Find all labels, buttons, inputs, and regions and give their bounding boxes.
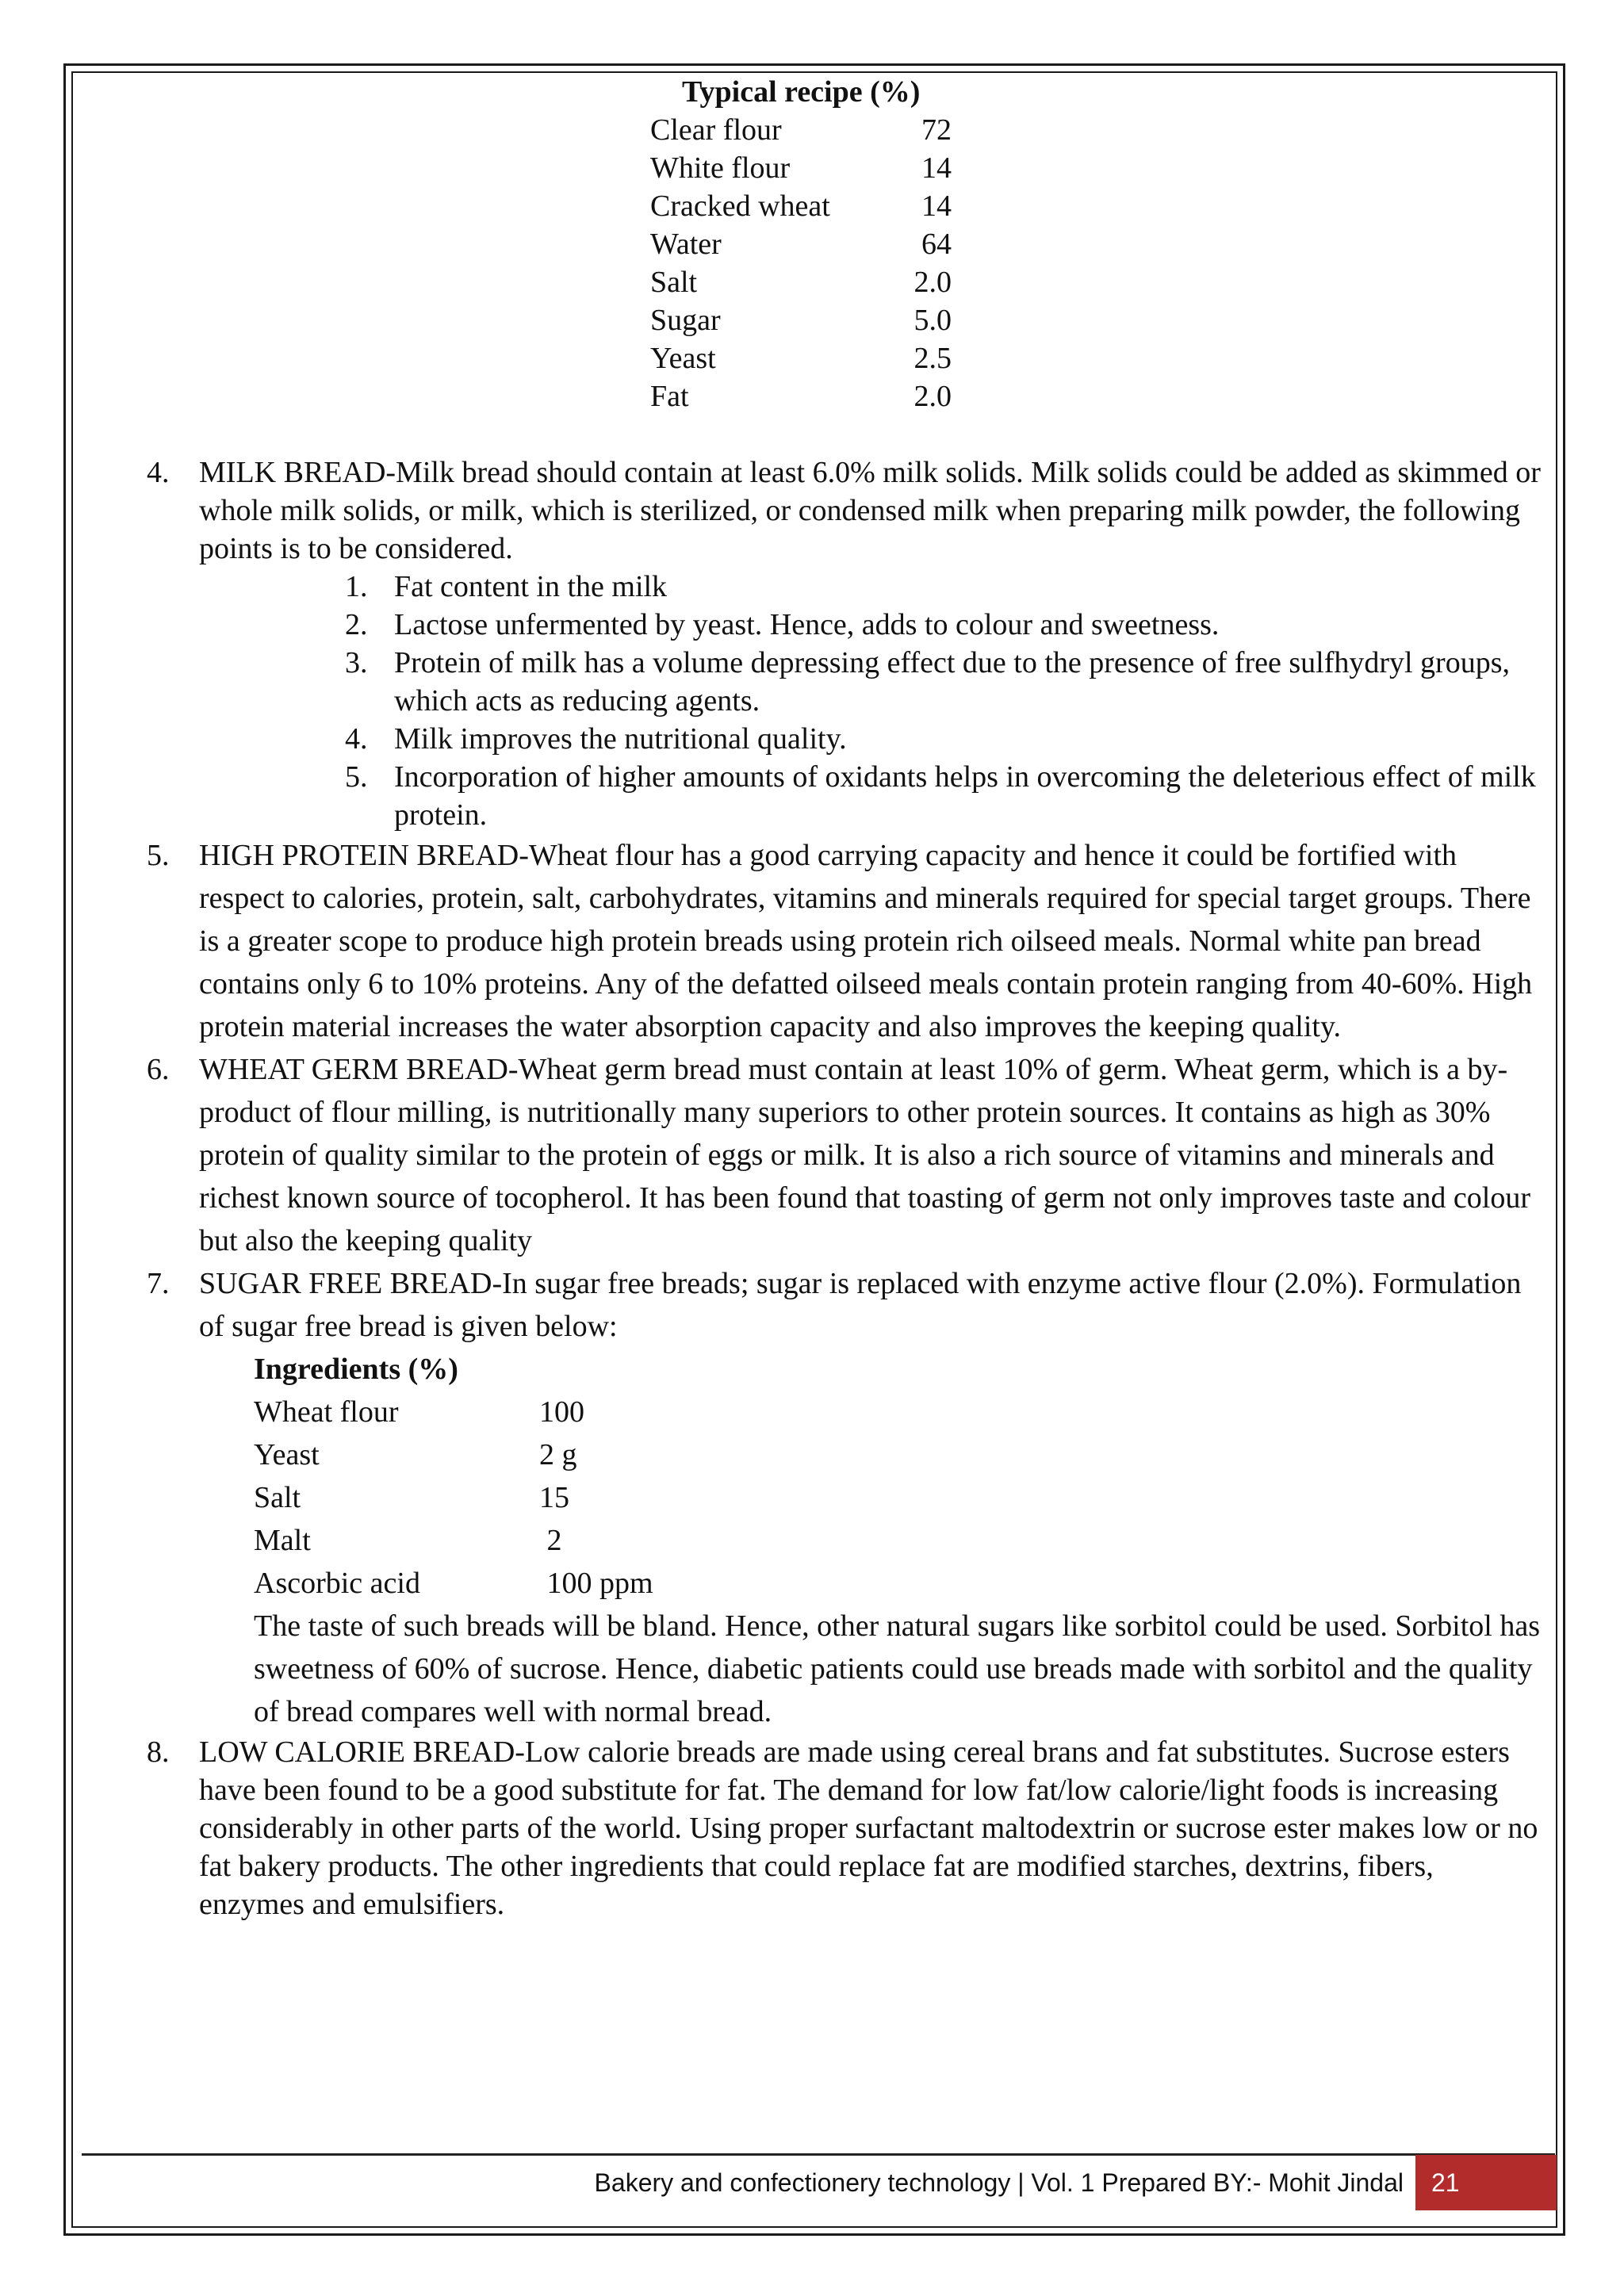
recipe-value: 2.5 bbox=[914, 342, 952, 375]
sub-text: Milk improves the nutritional quality. bbox=[394, 722, 847, 756]
list-number: 7. bbox=[147, 1267, 170, 1300]
recipe-value: 5.0 bbox=[914, 304, 952, 337]
sub-number: 4. bbox=[345, 722, 368, 756]
recipe-row bbox=[650, 377, 1542, 415]
list-text: WHEAT GERM BREAD-Wheat germ bread must contain at least 10% of germ. Wheat germ, which is a by-product of flour milling, is nutritionally many superiors to other protein sources. It contains as high as 30% protein of quality similar to the protein of eggs or milk. It is also a rich source of vitamins and minerals and richest known source of tocopherol. It has been found that toasting of germ not only improves taste and colour but also the keeping quality bbox=[199, 1053, 1530, 1257]
sub-list-item bbox=[345, 758, 1542, 834]
recipe-row bbox=[650, 301, 1542, 339]
recipe-name: White flour bbox=[650, 151, 791, 185]
list-number: 4. bbox=[147, 456, 170, 489]
list-item-milk-bread bbox=[147, 453, 1542, 568]
sub-list-item bbox=[345, 720, 1542, 758]
recipe-name: Yeast bbox=[650, 342, 716, 375]
list-item-low-calorie-bread bbox=[147, 1733, 1542, 1923]
ingredient-row bbox=[254, 1562, 1542, 1605]
recipe-row bbox=[650, 263, 1542, 301]
list-item-sugar-free-bread bbox=[147, 1262, 1542, 1348]
page-number: 21 bbox=[1415, 2155, 1557, 2210]
ingredient-name: Yeast bbox=[254, 1438, 320, 1471]
ingredient-row bbox=[254, 1433, 1542, 1476]
sub-number: 3. bbox=[345, 646, 368, 679]
sub-text: Incorporation of higher amounts of oxidants helps in overcoming the deleterious effect of milk protein. bbox=[394, 760, 1536, 832]
recipe-name: Fat bbox=[650, 380, 689, 413]
recipe-name: Cracked wheat bbox=[650, 189, 830, 223]
recipe-value: 14 bbox=[921, 189, 952, 223]
list-text: MILK BREAD-Milk bread should contain at least 6.0% milk solids. Milk solids could be added as skimmed or whole milk solids, or milk, which is sterilized, or condensed milk when preparing milk powder, the following points is to be considered. bbox=[199, 456, 1541, 565]
recipe-row bbox=[650, 149, 1542, 187]
ingredient-value: 2 g bbox=[539, 1438, 577, 1471]
ingredient-row bbox=[254, 1519, 1542, 1562]
ingredient-name: Wheat flour bbox=[254, 1395, 399, 1429]
recipe-value: 72 bbox=[921, 113, 952, 147]
recipe-name: Clear flour bbox=[650, 113, 782, 147]
page-content bbox=[147, 73, 1542, 1923]
ingredient-name: Ascorbic acid bbox=[254, 1567, 420, 1600]
milk-points-list bbox=[345, 568, 1542, 834]
recipe-row bbox=[650, 111, 1542, 149]
recipe-name: Sugar bbox=[650, 304, 721, 337]
recipe-value: 2.0 bbox=[914, 380, 952, 413]
ingredients-title: Ingredients (%) bbox=[254, 1353, 458, 1386]
sub-list-item bbox=[345, 568, 1542, 606]
list-text: LOW CALORIE BREAD-Low calorie breads are made using cereal brans and fat substitutes. Sucrose esters have been found to be a good substitute for fat. The demand for low fat/low calorie/light foods is increasing considerably in other parts of the world. Using proper surfactant maltodextrin or sucrose ester makes low or no fat bakery products. The other ingredients that could replace fat are modified starches, dextrins, fibers, enzymes and emulsifiers. bbox=[199, 1735, 1538, 1921]
sub-text: Protein of milk has a volume depressing effect due to the presence of free sulfhydryl groups, which acts as reducing agents. bbox=[394, 646, 1511, 718]
list-number: 6. bbox=[147, 1053, 170, 1086]
recipe-row bbox=[650, 187, 1542, 225]
recipe-value: 14 bbox=[921, 151, 952, 185]
ingredient-value: 15 bbox=[539, 1481, 569, 1514]
sub-number: 2. bbox=[345, 608, 368, 641]
sub-list-item bbox=[345, 606, 1542, 644]
list-text: SUGAR FREE BREAD-In sugar free breads; sugar is replaced with enzyme active flour (2.0%). Formulation of sugar free bread is given below: bbox=[199, 1267, 1522, 1343]
ingredient-row bbox=[254, 1391, 1542, 1433]
ingredient-row bbox=[254, 1476, 1542, 1519]
sub-text: Lactose unfermented by yeast. Hence, adds to colour and sweetness. bbox=[394, 608, 1220, 641]
list-text: HIGH PROTEIN BREAD-Wheat flour has a good carrying capacity and hence it could be fortified with respect to calories, protein, salt, carbohydrates, vitamins and minerals required for special target groups. There is a greater scope to produce high protein breads using protein rich oilseed meals. Normal white pan bread contains only 6 to 10% proteins. Any of the defatted oilseed meals contain protein ranging from 40-60%. High protein material increases the water absorption capacity and also improves the keeping quality. bbox=[199, 839, 1533, 1043]
sub-number: 5. bbox=[345, 760, 368, 794]
list-number: 5. bbox=[147, 839, 170, 872]
recipe-value: 64 bbox=[921, 228, 952, 261]
recipe-row bbox=[650, 225, 1542, 263]
typical-recipe-table bbox=[650, 73, 1542, 415]
list-item-wheat-germ-bread bbox=[147, 1048, 1542, 1262]
ingredient-name: Salt bbox=[254, 1481, 301, 1514]
ingredient-value: 2 bbox=[539, 1524, 562, 1557]
footer-text: Bakery and confectionery technology | Vol. 1 Prepared BY:- Mohit Jindal bbox=[594, 2168, 1404, 2197]
recipe-row bbox=[650, 339, 1542, 377]
recipe-value: 2.0 bbox=[914, 266, 952, 299]
recipe-name: Salt bbox=[650, 266, 698, 299]
sub-number: 1. bbox=[345, 570, 368, 603]
ingredient-value: 100 bbox=[539, 1395, 584, 1429]
typical-recipe-title: Typical recipe (%) bbox=[682, 75, 921, 109]
sub-list-item bbox=[345, 644, 1542, 720]
sugar-free-note: The taste of such breads will be bland. Hence, other natural sugars like sorbitol could be used. Sorbitol has sweetness of 60% of sucrose. Hence, diabetic patients could use breads made with sorbitol and the quality of bread compares well with normal bread. bbox=[254, 1609, 1540, 1728]
list-item-high-protein-bread bbox=[147, 834, 1542, 1048]
ingredient-value: 100 ppm bbox=[539, 1567, 653, 1600]
sub-text: Fat content in the milk bbox=[394, 570, 668, 603]
recipe-name: Water bbox=[650, 228, 722, 261]
ingredients-table bbox=[254, 1348, 1542, 1605]
ingredient-name: Malt bbox=[254, 1524, 311, 1557]
list-number: 8. bbox=[147, 1735, 170, 1769]
